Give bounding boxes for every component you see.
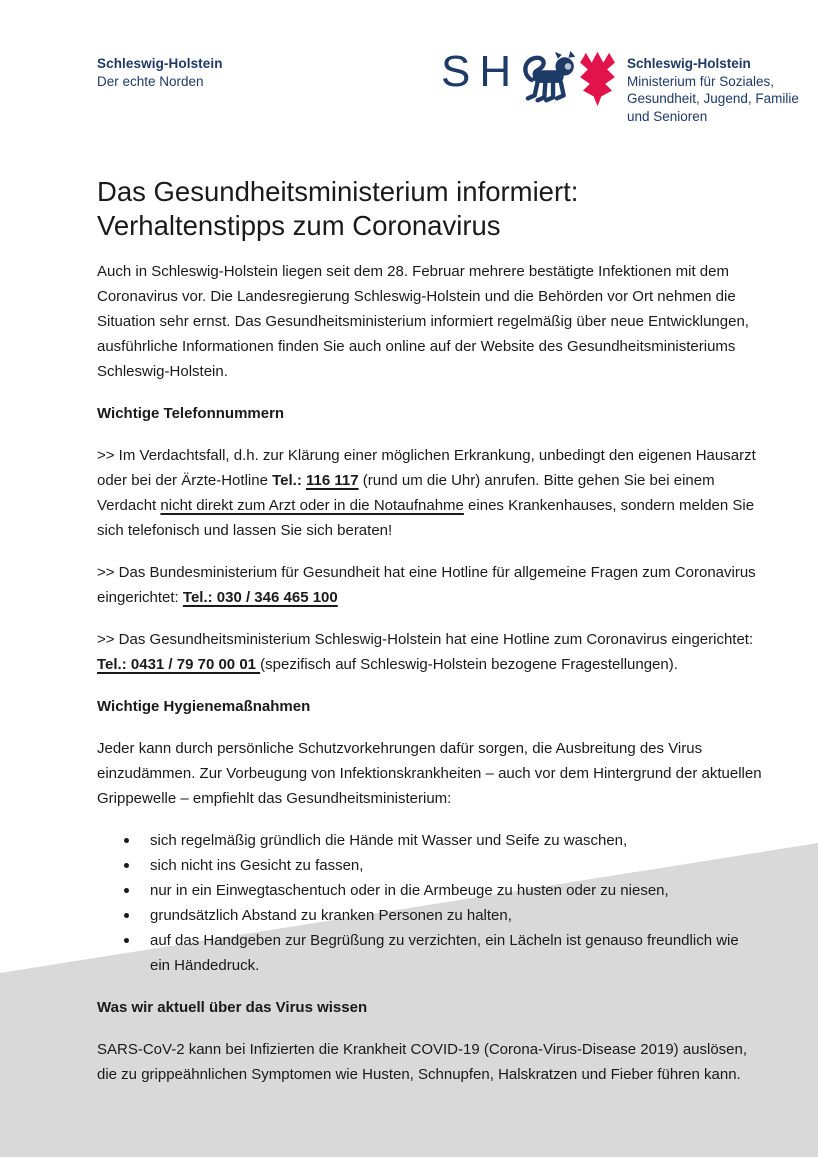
phone-number-aerzte-hotline: 116 117 <box>305 472 359 489</box>
bullet-item: sich nicht ins Gesicht zu fassen, <box>97 853 762 878</box>
phone-number-federal: Tel.: 030 / 346 465 100 <box>182 589 338 606</box>
state-logo <box>97 55 223 91</box>
state-logo-name: Schleswig-Holstein <box>97 56 223 71</box>
paragraph-federal-hotline <box>97 560 762 610</box>
ministry-name-line: Ministerium für Soziales, <box>627 73 775 89</box>
ministry-name-line: Schleswig-Holstein <box>627 56 751 71</box>
text-run: (rund um die Uhr) anrufen. Bitte gehen Sie bei einem Verdacht <box>97 472 715 514</box>
title-line-2: Verhaltenstipps zum Coronavirus <box>97 210 501 241</box>
text-run: >> Das Gesundheitsministerium Schleswig-Holstein hat eine Hotline zum Coronavirus eingerichtet: <box>97 631 754 648</box>
sh-wordmark: SH <box>441 47 521 96</box>
section-heading-hygiene: Wichtige Hygienemaßnahmen <box>97 698 311 715</box>
nettle-leaf-icon <box>580 52 615 106</box>
paragraph-suspect-case <box>97 443 762 543</box>
document-body <box>97 175 762 1104</box>
state-logo-claim: Der echte Norden <box>97 74 204 89</box>
ministry-name <box>627 55 799 125</box>
section-heading-virus: Was wir aktuell über das Virus wissen <box>97 999 368 1016</box>
text-run: (spezifisch auf Schleswig-Holstein bezogene Fragestellungen). <box>260 656 678 673</box>
bullet-item: sich regelmäßig gründlich die Hände mit Wasser und Seife zu waschen, <box>97 828 762 853</box>
text-run: >> Das Bundesministerium für Gesundheit hat eine Hotline für allgemeine Fragen zum Coronavirus eingerichtet: <box>97 564 756 606</box>
ministry-name-line: Gesundheit, Jugend, Familie <box>627 91 799 106</box>
intro-paragraph: Auch in Schleswig-Holstein liegen seit dem 28. Februar mehrere bestätigte Infektionen mit dem Coronavirus vor. Die Landesregierung Schleswig-Holstein und die Behörden vor Ort nehmen die Situation sehr ernst. Das Gesundheitsministerium informiert regelmäßig über neue Entwicklungen, ausführliche Informationen finden Sie auch online auf der Website des Gesundheitsministeriums Schleswig-Holstein. <box>97 263 749 380</box>
text-run: >> Im Verdachtsfall, d.h. zur Klärung einer möglichen Erkrankung, unbedingt den eigenen Hausarzt oder bei der Ärzte-Hotline <box>97 447 756 489</box>
emphasized-warning: nicht direkt zum Arzt oder in die Notaufnahme <box>160 497 464 514</box>
bullet-item: grundsätzlich Abstand zu kranken Personen zu halten, <box>97 903 762 928</box>
virus-paragraph: SARS-CoV-2 kann bei Infizierten die Krankheit COVID-19 (Corona-Virus-Disease 2019) auslösen, die zu grippeähnlichen Symptomen wie Husten, Schnupfen, Halskratzen und Fieber führen kann. <box>97 1041 748 1083</box>
lion-icon <box>525 51 575 100</box>
title-line-1: Das Gesundheitsministerium informiert: <box>97 176 579 207</box>
paragraph-state-hotline <box>97 627 762 677</box>
phone-number-state: Tel.: 0431 / 79 70 00 01 <box>97 656 261 673</box>
bullet-item: nur in ein Einwegtaschentuch oder in die Armbeuge zu husten oder zu niesen, <box>97 878 762 903</box>
hygiene-intro-paragraph: Jeder kann durch persönliche Schutzvorkehrungen dafür sorgen, die Ausbreitung des Virus einzudämmen. Zur Vorbeugung von Infektionskrankheiten – auch vor dem Hintergrund der aktuellen Grippewelle – empfiehlt das Gesundheitsministerium: <box>97 740 762 807</box>
header <box>0 0 818 140</box>
text-run: eines Krankenhauses, sondern melden Sie sich telefonisch und lassen Sie sich beraten! <box>97 497 755 539</box>
bullet-item: auf das Handgeben zur Begrüßung zu verzichten, ein Lächeln ist genauso freundlich wie ein Händedruck. <box>97 928 762 978</box>
ministry-name-line: und Senioren <box>627 108 708 124</box>
section-heading-phones: Wichtige Telefonnummern <box>97 405 285 422</box>
hygiene-bullet-list <box>97 828 762 978</box>
page-title <box>97 175 762 243</box>
tel-label: Tel.: <box>272 472 306 489</box>
coat-of-arms-icon <box>520 50 617 108</box>
